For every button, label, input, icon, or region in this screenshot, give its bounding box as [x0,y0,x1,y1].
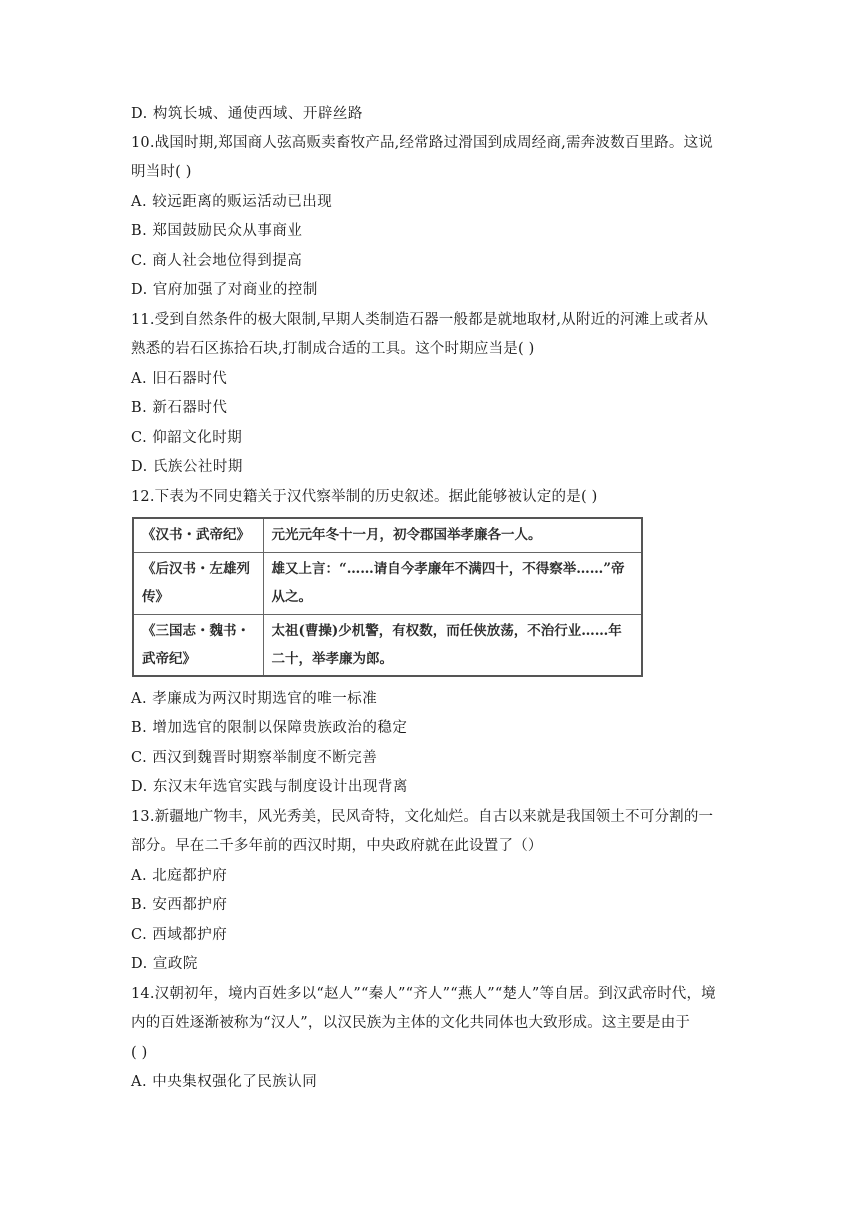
table-row [133,518,642,552]
q13-option-c: C. 西域都护府 [131,927,228,943]
q13-stem-line2: 部分。早在二千多年前的西汉时期，中央政府就在此设置了（） [131,838,543,854]
q13-stem-line1: 13.新疆地广物丰，风光秀美，民风奇特，文化灿烂。自古以来就是我国领土不可分割的一 [131,809,714,825]
q10-stem-line2: 明当时( ) [131,164,192,180]
table-cell-text: 太祖(曹操)少机警，有权数，而任侠放荡，不治行业……年二十，举孝廉为郎。 [263,614,642,676]
q14-stem-line3: ( ) [131,1045,148,1061]
q10-option-a: A. 较远距离的贩运活动已出现 [131,194,333,210]
q11-option-a: A. 旧石器时代 [131,371,228,387]
table-row [133,614,642,676]
table-row [133,552,642,614]
table-cell-text: 元光元年冬十一月，初令郡国举孝廉各一人。 [263,518,642,552]
q11-stem-line2: 熟悉的岩石区拣拾石块,打制成合适的工具。这个时期应当是( ) [131,341,535,357]
q12-option-d: D. 东汉末年选官实践与制度设计出现背离 [131,779,408,795]
q9-option-d: D. 构筑长城、通使西域、开辟丝路 [131,106,363,122]
table-cell-source: 《三国志・魏书・武帝纪》 [133,614,263,676]
q11-option-b: B. 新石器时代 [131,400,228,416]
q10-option-b: B. 郑国鼓励民众从事商业 [131,223,303,239]
q14-stem-line2: 内的百姓逐渐被称为“汉人”，以汉民族为主体的文化共同体也大致形成。这主要是由于 [131,1015,691,1031]
q10-stem-line1: 10.战国时期,郑国商人弦高贩卖畜牧产品,经常路过滑国到成周经商,需奔波数百里路。这说 [131,135,713,151]
q12-option-c: C. 西汉到魏晋时期察举制度不断完善 [131,750,378,766]
q13-option-a: A. 北庭都护府 [131,868,228,884]
table-cell-source: 《汉书・武帝纪》 [133,518,263,552]
q14-stem-line1: 14.汉朝初年，境内百姓多以“赵人”“秦人”“齐人”“燕人”“楚人”等自居。到汉武帝时代，境 [131,986,716,1002]
q13-option-d: D. 宣政院 [131,956,198,972]
q10-option-d: D. 官府加强了对商业的控制 [131,282,318,298]
q11-option-d: D. 氏族公社时期 [131,459,243,475]
history-records-table [132,517,643,677]
q13-option-b: B. 安西都护府 [131,897,228,913]
q14-option-a: A. 中央集权强化了民族认同 [131,1074,318,1090]
table-cell-text: 雄又上言：“……请自今孝廉年不满四十，不得察举……”帝从之。 [263,552,642,614]
table-cell-source: 《后汉书・左雄列传》 [133,552,263,614]
q11-stem-line1: 11.受到自然条件的极大限制,早期人类制造石器一般都是就地取材,从附近的河滩上或者从 [131,312,709,328]
q10-option-c: C. 商人社会地位得到提高 [131,253,303,269]
q12-option-a: A. 孝廉成为两汉时期选官的唯一标准 [131,691,378,707]
q12-stem: 12.下表为不同史籍关于汉代察举制的历史叙述。据此能够被认定的是( ) [131,489,598,505]
q11-option-c: C. 仰韶文化时期 [131,430,243,446]
q12-option-b: B. 增加选官的限制以保障贵族政治的稳定 [131,720,408,736]
